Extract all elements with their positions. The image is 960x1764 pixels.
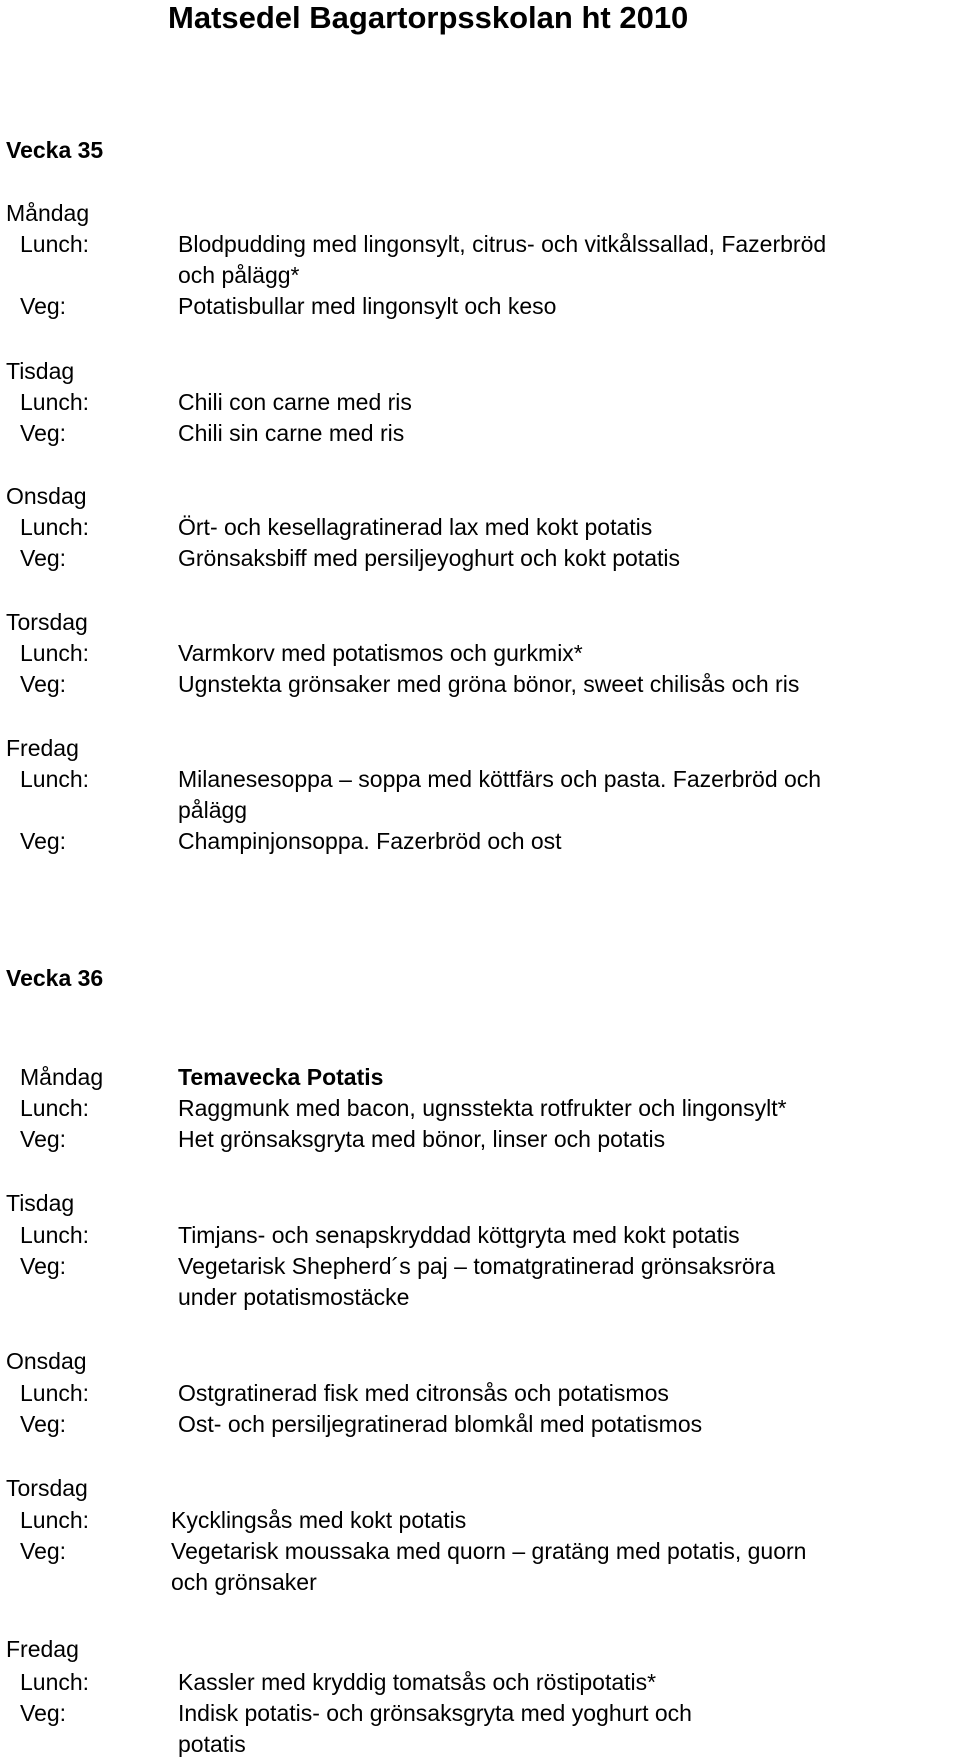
lunch-label: Lunch:	[20, 514, 90, 540]
veg-dish-line: Vegetarisk moussaka med quorn – gratäng med potatis, guorn	[171, 1538, 807, 1564]
veg-dish-line: Grönsaksbiff med persiljeyoghurt och kokt potatis	[178, 545, 680, 571]
veg-label: Veg:	[20, 671, 67, 697]
lunch-label: Lunch:	[20, 1095, 90, 1121]
day-name: Måndag	[20, 1064, 104, 1090]
lunch-dish-line: Ört- och kesellagratinerad lax med kokt potatis	[178, 514, 653, 540]
lunch-label: Lunch:	[20, 766, 90, 792]
day-name: Fredag	[6, 1636, 79, 1662]
lunch-dish-line: Timjans- och senapskryddad köttgryta med kokt potatis	[178, 1222, 740, 1248]
veg-label: Veg:	[20, 828, 67, 854]
veg-label: Veg:	[20, 545, 67, 571]
page-title: Matsedel Bagartorpsskolan ht 2010	[168, 0, 689, 35]
veg-dish-line: Ugnstekta grönsaker med gröna bönor, sweet chilisås och ris	[178, 671, 800, 697]
veg-dish-line: Indisk potatis- och grönsaksgryta med yoghurt och	[178, 1700, 692, 1726]
lunch-dish-line: och pålägg*	[178, 262, 300, 288]
veg-label: Veg:	[20, 1538, 67, 1564]
day-name: Tisdag	[6, 358, 75, 384]
veg-label: Veg:	[20, 1700, 67, 1726]
veg-dish-line: och grönsaker	[171, 1569, 317, 1595]
veg-label: Veg:	[20, 1411, 67, 1437]
veg-dish-line: Champinjonsoppa. Fazerbröd och ost	[178, 828, 562, 854]
lunch-dish-line: Milanesesoppa – soppa med köttfärs och pasta. Fazerbröd och	[178, 766, 822, 792]
veg-label: Veg:	[20, 1126, 67, 1152]
lunch-dish-line: Chili con carne med ris	[178, 389, 412, 415]
day-name: Fredag	[6, 735, 79, 761]
day-name: Torsdag	[6, 609, 88, 635]
day-name: Tisdag	[6, 1190, 75, 1216]
day-name: Måndag	[6, 200, 90, 226]
veg-label: Veg:	[20, 1253, 67, 1279]
day-name: Onsdag	[6, 483, 87, 509]
day-name: Torsdag	[6, 1475, 88, 1501]
lunch-label: Lunch:	[20, 1669, 90, 1695]
week-heading: Vecka 35	[6, 137, 104, 163]
lunch-dish-line: Kassler med kryddig tomatsås och röstipotatis*	[178, 1669, 657, 1695]
veg-dish-line: Chili sin carne med ris	[178, 420, 405, 446]
lunch-dish-line: Kycklingsås med kokt potatis	[171, 1507, 467, 1533]
lunch-label: Lunch:	[20, 1222, 90, 1248]
veg-dish-line: Potatisbullar med lingonsylt och keso	[178, 293, 557, 319]
week-heading: Vecka 36	[6, 965, 104, 991]
day-name: Onsdag	[6, 1348, 87, 1374]
veg-label: Veg:	[20, 293, 67, 319]
lunch-dish-line: Ostgratinerad fisk med citronsås och potatismos	[178, 1380, 669, 1406]
lunch-label: Lunch:	[20, 389, 90, 415]
lunch-dish-line: pålägg	[178, 797, 248, 823]
lunch-dish-line: Raggmunk med bacon, ugnsstekta rotfrukter och lingonsylt*	[178, 1095, 787, 1121]
veg-dish-line: under potatismostäcke	[178, 1284, 410, 1310]
veg-label: Veg:	[20, 420, 67, 446]
lunch-label: Lunch:	[20, 640, 90, 666]
veg-dish-line: Ost- och persiljegratinerad blomkål med potatismos	[178, 1411, 703, 1437]
lunch-label: Lunch:	[20, 231, 90, 257]
veg-dish-line: potatis	[178, 1731, 246, 1757]
lunch-dish-line: Blodpudding med lingonsylt, citrus- och vitkålssallad, Fazerbröd	[178, 231, 827, 257]
lunch-dish-line: Varmkorv med potatismos och gurkmix*	[178, 640, 583, 666]
lunch-label: Lunch:	[20, 1507, 90, 1533]
theme-week-title: Temavecka Potatis	[178, 1064, 384, 1090]
veg-dish-line: Vegetarisk Shepherd´s paj – tomatgratinerad grönsaksröra	[178, 1253, 776, 1279]
veg-dish-line: Het grönsaksgryta med bönor, linser och potatis	[178, 1126, 666, 1152]
lunch-label: Lunch:	[20, 1380, 90, 1406]
